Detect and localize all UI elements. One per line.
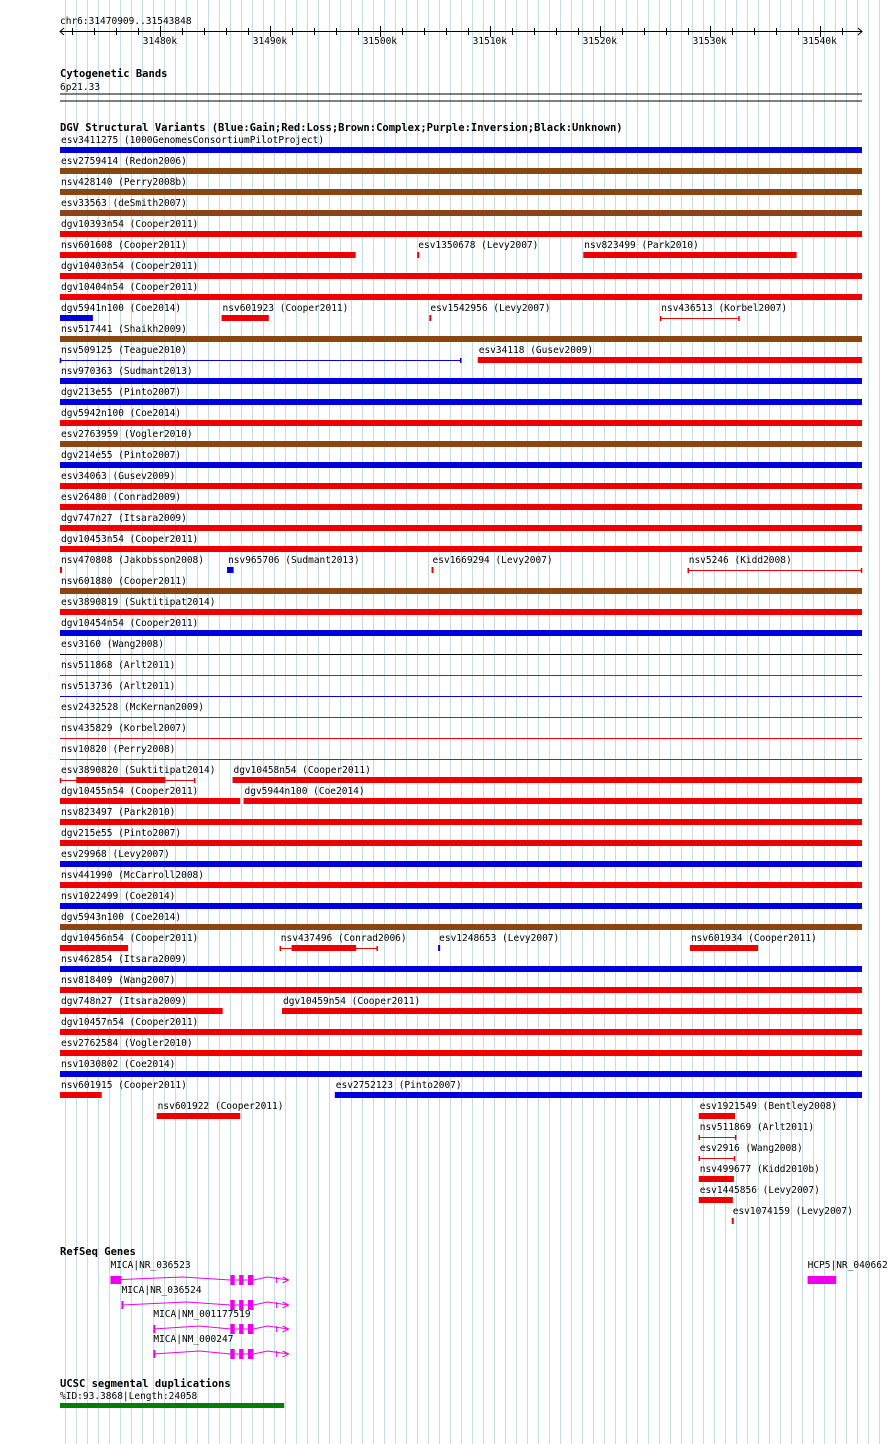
dgv-feature-label: esv2762584 (Vogler2010) — [61, 1038, 193, 1049]
dgv-feature-label: esv1350678 (Levy2007) — [418, 240, 539, 251]
dgv-feature-bar[interactable] — [60, 399, 862, 405]
dgv-feature[interactable] — [157, 1101, 284, 1119]
refseq-gene-exon — [230, 1349, 234, 1359]
dgv-row — [60, 1080, 862, 1098]
dgv-feature-label: esv1445856 (Levy2007) — [699, 1185, 820, 1196]
refseq-gene[interactable] — [808, 1260, 888, 1284]
dgv-feature-bar[interactable] — [732, 1218, 734, 1224]
dgv-feature-bar[interactable] — [60, 294, 862, 300]
dgv-feature[interactable] — [699, 1164, 820, 1182]
dgv-feature-bar[interactable] — [60, 819, 862, 825]
refseq-gene-utr — [110, 1276, 121, 1284]
dgv-feature-label: nsv511869 (Arlt2011) — [699, 1122, 815, 1133]
cytoband-label: 6p21.33 — [60, 82, 101, 93]
dgv-feature-label: dgv10403n54 (Cooper2011) — [61, 261, 199, 272]
dgv-feature-label: esv3890820 (Suktitipat2014) — [61, 765, 216, 776]
dgv-feature-bar[interactable] — [60, 924, 862, 930]
dgv-feature-bar[interactable] — [60, 987, 862, 993]
dgv-feature-bar[interactable] — [244, 798, 862, 804]
dgv-feature-label: esv26480 (Conrad2009) — [61, 492, 182, 503]
dgv-feature-label: nsv601880 (Cooper2011) — [61, 576, 187, 587]
dgv-feature-bar[interactable] — [60, 378, 862, 384]
refseq-gene-exon — [239, 1324, 243, 1334]
dgv-feature-label: esv2916 (Wang2008) — [699, 1143, 803, 1154]
dgv-feature-label: nsv470808 (Jakobsson2008) — [61, 555, 204, 566]
dgv-feature-bar[interactable] — [60, 945, 128, 951]
dgv-feature[interactable] — [60, 996, 223, 1014]
dgv-feature-bar[interactable] — [690, 945, 758, 951]
segdup-label: %ID:93.3868|Length:24058 — [60, 1391, 198, 1402]
refseq-gene[interactable] — [110, 1260, 288, 1285]
refseq-gene[interactable] — [153, 1309, 288, 1334]
dgv-feature-label: esv2752123 (Pinto2007) — [335, 1080, 462, 1091]
refseq-gene-exon — [239, 1275, 243, 1285]
refseq-gene-label: MICA|NM_001177519 — [153, 1309, 251, 1320]
dgv-feature-label: esv1248653 (Levy2007) — [439, 933, 560, 944]
dgv-feature-bar[interactable] — [60, 1029, 862, 1035]
dgv-feature-bar[interactable] — [60, 483, 862, 489]
refseq-gene-label: MICA|NR_036524 — [121, 1285, 202, 1296]
dgv-feature-label: nsv513736 (Arlt2011) — [61, 681, 176, 692]
dgv-feature-bar[interactable] — [60, 231, 862, 237]
dgv-feature-label: nsv517441 (Shaikh2009) — [61, 324, 187, 335]
dgv-feature-bar[interactable] — [60, 189, 862, 195]
refseq-gene-utr — [121, 1301, 123, 1309]
dgv-feature-label: dgv214e55 (Pinto2007) — [61, 450, 182, 461]
dgv-feature-label: dgv10393n54 (Cooper2011) — [61, 219, 199, 230]
dgv-feature-bar[interactable] — [60, 966, 862, 972]
dgv-feature[interactable] — [699, 1101, 837, 1119]
dgv-feature-label: esv34063 (Gusev2009) — [61, 471, 176, 482]
dgv-feature[interactable] — [60, 933, 198, 951]
refseq-gene-exon — [248, 1275, 253, 1285]
dgv-feature[interactable] — [335, 1080, 862, 1098]
dgv-feature-label: dgv10459n54 (Cooper2011) — [283, 996, 421, 1007]
dgv-feature-bar[interactable] — [60, 1092, 102, 1098]
dgv-feature-core — [76, 777, 165, 783]
segdup-track — [60, 1378, 284, 1408]
dgv-feature[interactable] — [699, 1185, 820, 1203]
ruler-tick-label: 31510k — [472, 36, 507, 47]
dgv-feature-label: nsv1022499 (Coe2014) — [61, 891, 176, 902]
refseq-gene-utr — [153, 1350, 155, 1358]
dgv-feature-bar[interactable] — [60, 147, 862, 153]
refseq-genes — [110, 1260, 887, 1359]
dgv-row — [60, 933, 817, 951]
dgv-row — [699, 1143, 803, 1161]
ruler-tick-label: 31500k — [362, 36, 398, 47]
dgv-feature[interactable] — [699, 1143, 803, 1161]
dgv-feature-bar[interactable] — [60, 798, 240, 804]
dgv-feature[interactable] — [438, 933, 559, 951]
dgv-feature-label: dgv748n27 (Itsara2009) — [61, 996, 187, 1007]
dgv-feature-label: dgv10454n54 (Cooper2011) — [61, 618, 199, 629]
dgv-feature-bar[interactable] — [60, 315, 93, 321]
position-grid — [66, 0, 880, 1444]
dgv-feature-label: esv1921549 (Bentley2008) — [699, 1101, 838, 1112]
dgv-feature-bar[interactable] — [60, 273, 862, 279]
refseq-gene-exon — [230, 1324, 234, 1334]
dgv-feature-bar[interactable] — [417, 252, 419, 258]
dgv-feature-label: nsv436513 (Korbel2007) — [661, 303, 788, 314]
dgv-feature[interactable] — [60, 345, 461, 363]
dgv-feature-label: esv3890819 (Suktitipat2014) — [61, 597, 216, 608]
dgv-feature-label: dgv10453n54 (Cooper2011) — [61, 534, 199, 545]
dgv-feature-label: esv34118 (Gusev2009) — [478, 345, 594, 356]
dgv-feature-label: dgv10458n54 (Cooper2011) — [233, 765, 371, 776]
dgv-feature[interactable] — [282, 996, 862, 1014]
dgv-feature-label: nsv601923 (Cooper2011) — [222, 303, 349, 314]
ruler-tick-label: 31540k — [802, 36, 837, 47]
refseq-gene-exon — [808, 1276, 837, 1284]
refseq-gene-exon — [239, 1349, 243, 1359]
dgv-feature-label: dgv10455n54 (Cooper2011) — [61, 786, 199, 797]
dgv-feature[interactable] — [660, 303, 787, 321]
dgv-feature[interactable] — [583, 240, 796, 258]
dgv-feature-label: dgv5944n100 (Coe2014) — [244, 786, 365, 797]
segdup-title: UCSC segmental duplications — [60, 1378, 231, 1390]
dgv-feature-label: dgv5943n100 (Coe2014) — [61, 912, 182, 923]
dgv-feature-bar[interactable] — [282, 1008, 862, 1014]
ruler-tick-label: 31480k — [142, 36, 178, 47]
dgv-feature-bar[interactable] — [60, 252, 356, 258]
dgv-feature-label: nsv499677 (Kidd2010b) — [699, 1164, 820, 1175]
dgv-feature-label: nsv601915 (Cooper2011) — [61, 1080, 187, 1091]
dgv-feature-label: nsv441990 (McCarroll2008) — [61, 870, 204, 881]
refseq-gene-intron — [110, 1277, 230, 1280]
refseq-gene-label: HCP5|NR_040662 — [807, 1260, 888, 1271]
ruler-position: chr6:31470909..31543848 — [60, 16, 192, 27]
dgv-row — [699, 1122, 814, 1140]
dgv-feature-label: nsv435829 (Korbel2007) — [61, 723, 187, 734]
dgv-feature-label: esv1669294 (Levy2007) — [432, 555, 553, 566]
dgv-feature-label: nsv601922 (Cooper2011) — [157, 1101, 284, 1112]
refseq-gene-exon — [248, 1324, 253, 1334]
dgv-feature-bar[interactable] — [335, 1092, 862, 1098]
refseq-gene[interactable] — [153, 1334, 288, 1359]
dgv-feature-label: nsv437496 (Conrad2006) — [280, 933, 407, 944]
dgv-feature[interactable] — [60, 765, 215, 783]
dgv-row — [699, 1185, 820, 1203]
refseq-gene-label: MICA|NR_036523 — [110, 1260, 191, 1271]
ruler-tick-label: 31530k — [692, 36, 727, 47]
dgv-feature-label: dgv5941n100 (Coe2014) — [61, 303, 182, 314]
dgv-feature[interactable] — [478, 345, 862, 363]
dgv-feature-bar[interactable] — [699, 1197, 733, 1203]
dgv-feature-label: dgv10404n54 (Cooper2011) — [61, 282, 199, 293]
dgv-feature-label: nsv601608 (Cooper2011) — [61, 240, 187, 251]
dgv-feature-label: dgv10457n54 (Cooper2011) — [61, 1017, 199, 1028]
dgv-feature-label: nsv823499 (Park2010) — [584, 240, 699, 251]
dgv-feature-label: nsv1030802 (Coe2014) — [61, 1059, 176, 1070]
dgv-feature-label: nsv5246 (Kidd2008) — [688, 555, 792, 566]
dgv-feature-label: nsv823497 (Park2010) — [61, 807, 176, 818]
dgv-feature-label: nsv511868 (Arlt2011) — [61, 660, 176, 671]
dgv-feature-bar[interactable] — [60, 336, 862, 342]
ruler-tick-label: 31520k — [582, 36, 617, 47]
dgv-feature-bar[interactable] — [60, 441, 862, 447]
dgv-feature-label: esv2432528 (McKernan2009) — [61, 702, 204, 713]
dgv-feature-label: dgv213e55 (Pinto2007) — [61, 387, 182, 398]
dgv-feature-bar[interactable] — [233, 777, 862, 783]
dgv-feature-label: nsv462854 (Itsara2009) — [61, 954, 187, 965]
dgv-feature-bar[interactable] — [222, 315, 269, 321]
dgv-feature-label: esv1542956 (Levy2007) — [430, 303, 551, 314]
dgv-feature-bar[interactable] — [60, 567, 62, 573]
dgv-feature-bar[interactable] — [60, 588, 862, 594]
dgv-feature[interactable] — [60, 786, 240, 804]
dgv-feature-bar[interactable] — [60, 420, 862, 426]
dgv-feature[interactable] — [732, 1206, 853, 1224]
refseq-title: RefSeq Genes — [60, 1246, 136, 1258]
dgv-feature[interactable] — [699, 1122, 814, 1140]
dgv-feature-label: dgv215e55 (Pinto2007) — [61, 828, 182, 839]
dgv-feature-bar[interactable] — [157, 1113, 241, 1119]
dgv-feature-label: nsv10820 (Perry2008) — [61, 744, 176, 755]
dgv-feature-bar[interactable] — [583, 252, 796, 258]
dgv-feature-label: nsv818409 (Wang2007) — [61, 975, 176, 986]
dgv-feature-label: esv3411275 (1000GenomesConsortiumPilotProject) — [61, 135, 325, 146]
dgv-feature-bar[interactable] — [699, 1176, 734, 1182]
dgv-feature-label: esv29968 (Levy2007) — [61, 849, 170, 860]
refseq-gene-exon — [248, 1349, 253, 1359]
cytoband-title: Cytogenetic Bands — [60, 68, 168, 80]
dgv-feature[interactable] — [690, 933, 817, 951]
dgv-feature-bar[interactable] — [60, 1008, 223, 1014]
dgv-feature-label: esv2759414 (Redon2006) — [61, 156, 187, 167]
dgv-feature-label: dgv5942n100 (Coe2014) — [61, 408, 182, 419]
dgv-feature-bar[interactable] — [60, 903, 862, 909]
dgv-feature-bar[interactable] — [429, 315, 431, 321]
dgv-feature-label: esv33563 (deSmith2007) — [61, 198, 187, 209]
dgv-feature-bar[interactable] — [699, 1113, 735, 1119]
dgv-feature[interactable] — [432, 555, 553, 573]
dgv-feature-bar[interactable] — [60, 504, 862, 510]
dgv-feature-bar[interactable] — [60, 168, 862, 174]
dgv-feature[interactable] — [429, 303, 550, 321]
dgv-feature-label: dgv747n27 (Itsara2009) — [61, 513, 187, 524]
dgv-feature-bar[interactable] — [60, 840, 862, 846]
dgv-feature[interactable] — [60, 1080, 187, 1098]
dgv-feature[interactable] — [280, 933, 407, 951]
dgv-feature-label: esv3160 (Wang2008) — [61, 639, 164, 650]
dgv-feature-bar[interactable] — [60, 861, 862, 867]
dgv-feature-bar[interactable] — [432, 567, 434, 573]
dgv-feature-bar[interactable] — [60, 1071, 862, 1077]
dgv-feature-bar[interactable] — [60, 882, 862, 888]
dgv-feature-bar[interactable] — [60, 525, 862, 531]
refseq-gene-label: MICA|NM_000247 — [153, 1334, 234, 1345]
dgv-feature-bar[interactable] — [60, 630, 862, 636]
dgv-feature-label: nsv509125 (Teague2010) — [61, 345, 187, 356]
dgv-feature-label: dgv10456n54 (Cooper2011) — [61, 933, 199, 944]
segdup-bar[interactable] — [60, 1403, 284, 1408]
dgv-feature-bar[interactable] — [60, 210, 862, 216]
dgv-feature[interactable] — [417, 240, 538, 258]
dgv-feature-bar[interactable] — [60, 462, 862, 468]
dgv-row — [60, 303, 787, 321]
ruler-tick-label: 31490k — [252, 36, 288, 47]
refseq-gene-utr — [153, 1325, 155, 1333]
dgv-feature-label: nsv970363 (Sudmant2013) — [61, 366, 193, 377]
dgv-feature-label: esv2763959 (Vogler2010) — [61, 429, 193, 440]
dgv-feature-label: esv1074159 (Levy2007) — [732, 1206, 853, 1217]
dgv-feature[interactable] — [60, 240, 356, 258]
refseq-gene-exon — [230, 1275, 234, 1285]
dgv-feature-bar[interactable] — [60, 609, 862, 615]
dgv-feature-bar[interactable] — [227, 567, 234, 573]
dgv-feature[interactable] — [233, 765, 862, 783]
dgv-feature-bar[interactable] — [60, 546, 862, 552]
dgv-feature-bar[interactable] — [478, 357, 862, 363]
dgv-feature-bar[interactable] — [438, 945, 440, 951]
dgv-row — [699, 1164, 820, 1182]
dgv-feature-bar[interactable] — [60, 1050, 862, 1056]
dgv-feature[interactable] — [227, 555, 360, 573]
refseq-track — [60, 1246, 888, 1359]
dgv-row — [732, 1206, 853, 1224]
dgv-title: DGV Structural Variants (Blue:Gain;Red:Loss;Brown:Complex;Purple:Inversion;Black:Unknown) — [60, 122, 623, 134]
dgv-feature-core — [292, 945, 357, 951]
dgv-feature-label: nsv965706 (Sudmant2013) — [228, 555, 360, 566]
dgv-row — [157, 1101, 837, 1119]
dgv-feature-label: nsv428140 (Perry2008b) — [61, 177, 187, 188]
dgv-feature-label: nsv601934 (Cooper2011) — [690, 933, 817, 944]
